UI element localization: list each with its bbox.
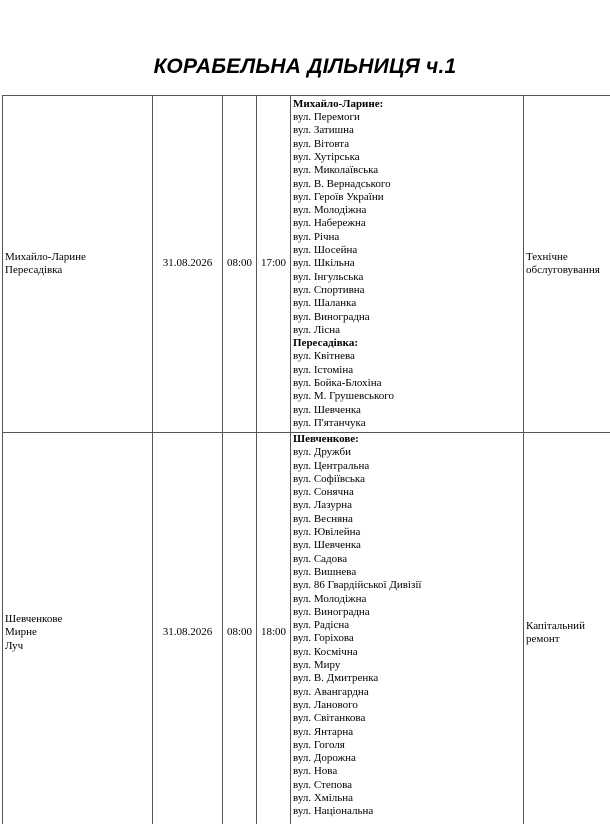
street-item: вул. Радісна: [293, 619, 350, 632]
street-item: вул. Ювілейна: [293, 526, 361, 539]
street-item: вул. Спортивна: [293, 283, 365, 296]
street-item: вул. Шевченка: [293, 403, 361, 416]
street-item: вул. В. Вернадського: [293, 177, 391, 190]
reason-line: Капітальний: [526, 619, 585, 632]
end-time-cell: 18:00: [257, 433, 291, 824]
street-item: вул. М. Грушевського: [293, 390, 395, 403]
street-item: вул. Софіївська: [293, 472, 365, 485]
street-item: вул. Садова: [293, 552, 348, 565]
reason-line: Технічне: [526, 250, 568, 263]
street-item: вул. Річна: [293, 230, 340, 243]
street-item: вул. Вишнева: [293, 565, 357, 578]
street-item: вул. Вітовта: [293, 137, 350, 150]
street-item: вул. В. Дмитренка: [293, 672, 379, 685]
localities-cell: [3, 433, 153, 824]
street-item: вул. Набережна: [293, 217, 366, 230]
reason-line: ремонт: [526, 633, 560, 645]
page-title: КОРАБЕЛЬНА ДІЛЬНИЦЯ ч.1: [153, 55, 457, 78]
street-item: вул. Дорожна: [293, 752, 356, 765]
street-item: вул. Національна: [293, 805, 374, 818]
start-time-cell: 08:00: [223, 433, 257, 824]
street-item: вул. Квітнева: [293, 350, 355, 363]
street-item: вул. Лісна: [293, 323, 340, 336]
reason-cell: [524, 433, 610, 824]
outage-schedule-table: [2, 95, 610, 824]
street-item: вул. Хутірська: [293, 150, 360, 163]
street-item: вул. Лазурна: [293, 499, 353, 512]
street-item: вул. Гоголя: [293, 738, 345, 751]
locality-name: Михайло-Ларине: [5, 250, 86, 263]
street-item: вул. Шосейна: [293, 244, 358, 257]
street-item: вул. Миру: [293, 659, 341, 672]
localities-cell: [3, 96, 153, 433]
street-item: вул. Світанкова: [293, 712, 366, 725]
street-item: вул. Шаланка: [293, 297, 357, 310]
street-item: вул. Молодіжна: [293, 592, 367, 605]
street-item: вул. Шкільна: [293, 257, 355, 270]
street-item: вул. Хмільна: [293, 792, 354, 805]
street-item: вул. Інгульська: [293, 270, 364, 283]
reason-line: обслуговування: [526, 264, 600, 276]
table-row: [3, 433, 610, 824]
locality-name: Пересадівка: [5, 264, 63, 276]
schedule-table-container: [2, 95, 610, 824]
locality-group-heading: Михайло-Ларине:: [293, 97, 384, 110]
locality-group-heading: Шевченкове:: [293, 433, 359, 445]
street-item: вул. Сонячна: [293, 486, 354, 499]
street-item: вул. Дружби: [293, 446, 351, 459]
street-item: вул. Затишна: [293, 124, 354, 137]
street-item: вул. Авангардна: [293, 685, 369, 698]
street-item: вул. Перемоги: [293, 111, 360, 124]
locality-name: Шевченкове: [5, 613, 63, 626]
locality-name: Луч: [5, 639, 24, 652]
table-row: [3, 96, 610, 433]
street-item: вул. Весняна: [293, 512, 353, 525]
street-item: вул. Молодіжна: [293, 204, 367, 217]
street-item: вул. Ланового: [293, 698, 358, 711]
date-cell: 31.08.2026: [153, 433, 223, 824]
street-item: вул. Нова: [293, 765, 338, 778]
street-item: вул. Істоміна: [293, 363, 354, 376]
street-item: вул. 86 Гвардійської Дивізії: [293, 579, 422, 592]
street-item: вул. Виноградна: [293, 605, 370, 618]
street-item: вул. Космічна: [293, 645, 358, 658]
street-item: вул. Центральна: [293, 459, 370, 472]
table-body: [3, 96, 610, 824]
date-cell: 31.08.2026: [153, 96, 223, 433]
street-item: вул. Янтарна: [293, 725, 354, 738]
street-item: вул. Шевченка: [293, 539, 361, 552]
locality-group-heading: Пересадівка:: [293, 337, 358, 350]
streets-cell: [291, 433, 524, 824]
street-item: вул. Горіхова: [293, 632, 354, 645]
streets-cell: [291, 96, 524, 433]
end-time-cell: 17:00: [257, 96, 291, 433]
street-item: вул. Бойка-Блохіна: [293, 377, 382, 390]
street-item: вул. Виноградна: [293, 310, 370, 323]
street-item: вул. П'ятанчука: [293, 416, 366, 429]
street-item: вул. Степова: [293, 778, 353, 791]
reason-cell: [524, 96, 610, 433]
locality-name: Мирне: [5, 626, 37, 639]
street-item: вул. Героїв України: [293, 190, 384, 203]
street-item: вул. Миколаївська: [293, 164, 379, 177]
start-time-cell: 08:00: [223, 96, 257, 433]
